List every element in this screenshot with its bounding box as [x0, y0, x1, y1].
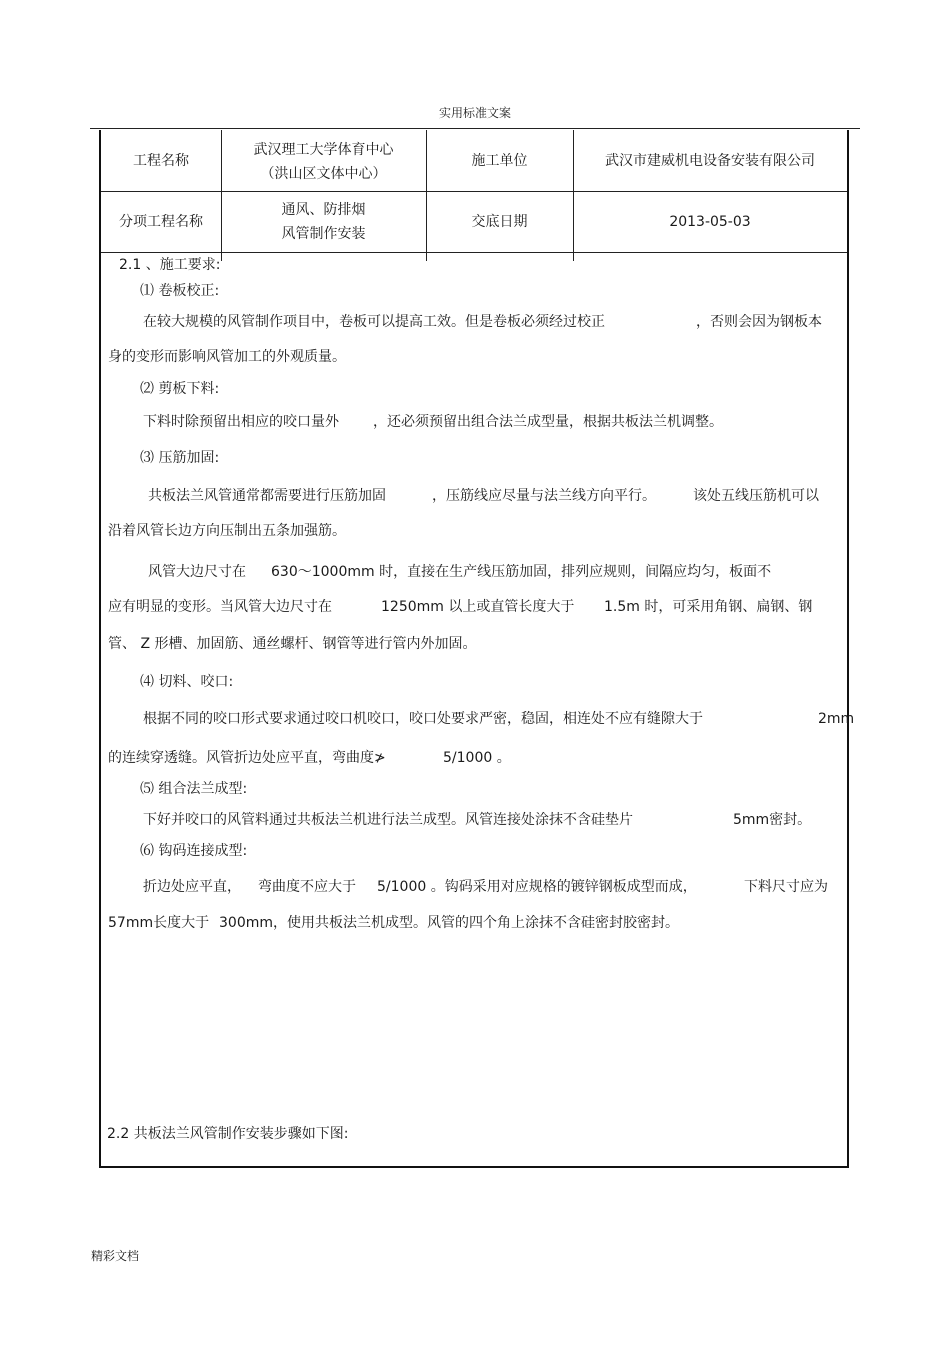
item-2-text-b: ，还必须预留出组合法兰成型量，根据共板法兰机调整。 — [373, 414, 723, 430]
item-1-title: ⑴ 卷板校正: — [140, 283, 220, 299]
label-construction-unit — [426, 130, 573, 191]
label-project-name-text: 工程名称 — [133, 152, 189, 169]
disclosure-date-text: 2013-05-03 — [669, 213, 751, 230]
item-4-title: ⑷ 切料、咬口: — [140, 674, 234, 690]
item-3-text-a: 共板法兰风管通常都需要进行压筋加固 — [148, 488, 386, 504]
label-subproject-name-text: 分项工程名称 — [119, 213, 203, 230]
page-header-title: 实用标准文案 — [438, 106, 511, 120]
item-4-text-a: 根据不同的咬口形式要求通过咬口机咬口，咬口处要求严密，稳固，相连处不应有缝隙大于 — [143, 711, 703, 727]
item-5-text-b: 5mm密封。 — [733, 812, 812, 828]
item-3-text-c: 该处五线压筋机可以 — [693, 488, 819, 504]
item-1-text-a: 在较大规模的风管制作项目中，卷板可以提高工效。但是卷板必须经过校正 — [143, 314, 605, 330]
construction-unit-text: 武汉市建威机电设备安装有限公司 — [605, 152, 815, 169]
item-3-text-e1: 风管大边尺寸在 — [148, 564, 246, 580]
item-3-text-f1: 应有明显的变形。当风管大边尺寸在 — [108, 599, 332, 615]
item-6-text-a1: 折边处应平直， — [143, 879, 241, 895]
item-6-text-a3: 5/1000 。钩码采用对应规格的镀锌钢板成型而成， — [377, 879, 697, 895]
item-2-text-a: 下料时除预留出相应的咬口量外 — [143, 414, 339, 430]
section-2-2-heading: 2.2 共板法兰风管制作安装步骤如下图: — [107, 1126, 349, 1142]
label-disclosure-date — [426, 191, 573, 252]
subproject-name-line2: 风管制作安装 — [281, 225, 366, 242]
item-6-text-a4: 下料尺寸应为 — [744, 879, 828, 895]
item-3-text-g: 管、 Z 形槽、加固筋、通丝螺杆、钢管等进行管内外加固。 — [108, 636, 477, 652]
item-4-text-d: 5/1000 。 — [443, 750, 511, 766]
value-disclosure-date — [573, 191, 847, 252]
item-3-text-f3: 1.5m 时，可采用角钢、扁钢、钢 — [604, 599, 813, 615]
item-3-text-d: 沿着风管长边方向压制出五条加强筋。 — [108, 523, 346, 539]
item-4-text-c: 的连续穿透缝。风管折边处应平直，弯曲度≯ — [108, 750, 386, 766]
project-name-line1: 武汉理工大学体育中心 — [253, 141, 394, 158]
row-divider-2 — [101, 252, 847, 253]
item-1-text-c: 身的变形而影响风管加工的外观质量。 — [108, 349, 346, 365]
label-disclosure-date-text: 交底日期 — [471, 213, 528, 230]
item-1-text-b: ，否则会因为钢板本 — [696, 314, 822, 330]
item-3-text-b: ，压筋线应尽量与法兰线方向平行。 — [432, 488, 656, 504]
subproject-name-line1: 通风、防排烟 — [281, 201, 366, 218]
value-subproject-name — [221, 191, 426, 252]
label-construction-unit-text: 施工单位 — [471, 152, 528, 169]
section-2-1-heading: 2.1 、施工要求: — [119, 257, 221, 273]
item-6-text-b1: 57mm长度大于 — [108, 915, 210, 931]
project-name-line2: （洪山区文体中心） — [260, 165, 387, 182]
label-project-name — [101, 130, 221, 191]
page-footer: 精彩文档 — [91, 1249, 140, 1263]
item-3-text-f2: 1250mm 以上或直管长度大于 — [381, 599, 575, 615]
item-2-title: ⑵ 剪板下料: — [140, 381, 220, 397]
item-5-text-a: 下好并咬口的风管料通过共板法兰机进行法兰成型。风管连接处涂抹不含硅垫片 — [143, 812, 633, 828]
item-6-text-b2: 300mm，使用共板法兰机成型。风管的四个角上涂抹不含硅密封胶密封。 — [219, 915, 679, 931]
value-construction-unit — [573, 130, 847, 191]
item-6-title: ⑹ 钩码连接成型: — [140, 843, 248, 859]
label-subproject-name — [101, 191, 221, 252]
item-3-title: ⑶ 压筋加固: — [140, 450, 220, 466]
item-6-text-a2: 弯曲度不应大于 — [258, 879, 356, 895]
item-3-text-e2: 630～1000mm 时，直接在生产线压筋加固，排列应规则，间隔应均匀，板面不 — [271, 564, 772, 580]
header-rule — [90, 128, 860, 129]
value-project-name — [221, 130, 426, 191]
item-4-text-b: 2mm — [818, 711, 855, 727]
item-5-title: ⑸ 组合法兰成型: — [140, 781, 248, 797]
